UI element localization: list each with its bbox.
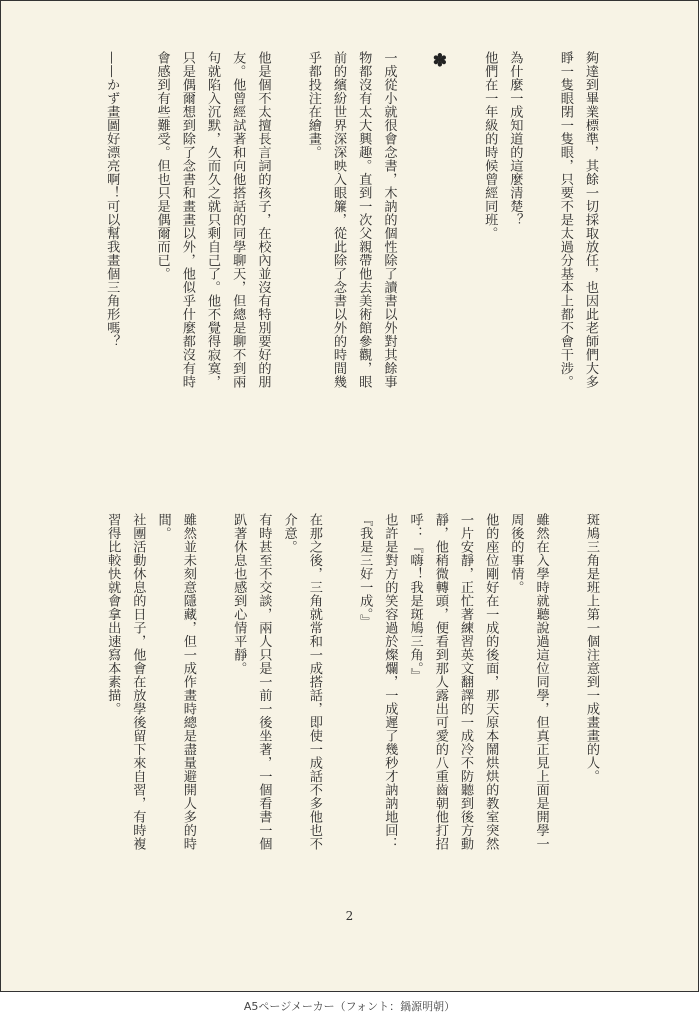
- text-line: 社團活動休息的日子，他會在放學後留下來自習，有時複: [130, 513, 146, 851]
- text-line: 雖然在入學時就聽說過這位同學，但真正見上面是開學一: [533, 513, 549, 851]
- paragraph-gap: [401, 51, 426, 471]
- text-line: 靜，他稍微轉頭，便看到那人露出可愛的八重齒朝他打招: [432, 513, 448, 851]
- paragraph-gap: [275, 51, 300, 471]
- text-line: 『我是三好一成。』: [357, 513, 373, 628]
- text-line: 周後的事情。: [508, 513, 524, 594]
- lower-text-block: [100, 513, 604, 883]
- footer-credit: A5ページメーカー（フォント：鍋源明朝）: [243, 1000, 456, 1013]
- page-number: 2: [345, 909, 354, 923]
- text-line: 介意。: [281, 513, 297, 554]
- text-line: 習得比較快就會拿出速寫本素描。: [105, 513, 121, 716]
- text-line: 前的繽紛世界深深映入眼簾，從此除了念書以外的時間幾: [331, 51, 347, 389]
- text-line: 也許是對方的笑容過於燦爛，一成遲了幾秒才訥訥地回：: [382, 513, 398, 851]
- paragraph-gap: [554, 513, 579, 883]
- text-line: 乎都投注在繪畫。: [305, 51, 321, 159]
- text-line: ——かず畫圖好漂亮啊！可以幫我畫個三角形嗎？: [104, 51, 120, 348]
- text-line: 趴著休息也感到心情平靜。: [231, 513, 247, 675]
- text-line: 雖然並未刻意隱藏，但一成作畫時總是盡量避開人多的時: [180, 513, 196, 851]
- text-line: 友。他曾經試著和向他搭話的同學聊天，但總是聊不到兩: [230, 51, 246, 389]
- text-line: 句就陷入沉默，久而久之就只剩自己了。他不覺得寂寞，: [205, 51, 221, 389]
- paragraph-gap: [527, 51, 552, 471]
- text-line: 呼：『嗨！我是斑鳩三角。』: [407, 513, 423, 682]
- text-line: 只是偶爾想到除了念書和畫畫以外，他似乎什麼都沒有時: [179, 51, 195, 389]
- text-line: 間。: [155, 513, 171, 540]
- paragraph-gap: [124, 51, 149, 471]
- text-line: 有時甚至不交談，兩人只是一前一後坐著，一個看書一個: [256, 513, 272, 851]
- text-line: 他是個不太擅長言詞的孩子，在校內並沒有特別要好的朋: [255, 51, 271, 389]
- text-line: 夠達到畢業標準，其餘一切採取放任，也因此老師們大多: [583, 51, 598, 389]
- text-line: 會感到有些難受。但也只是偶爾而已。: [154, 51, 170, 281]
- upper-text-block: [99, 51, 603, 471]
- text-line: 斑鳩三角是班上第一個注意到一成畫畫的人。: [584, 513, 599, 783]
- text-line: 在那之後，三角就常和一成搭話，即使一成話不多他也不: [306, 513, 322, 851]
- text-line: 一片安靜，正忙著練習英文翻譯的一成冷不防聽到後方動: [458, 513, 473, 851]
- text-line: 一成從小就很會念書，木訥的個性除了讀書以外對其餘事: [381, 51, 397, 389]
- text-line: 睜一隻眼閉一隻眼，只要不是太過分基本上都不會干涉。: [557, 51, 573, 389]
- paragraph-gap: [452, 51, 477, 471]
- paragraph-gap: [201, 513, 226, 883]
- paragraph-gap: [327, 513, 352, 883]
- text-line: 他的座位剛好在一成的後面，那天原本鬧烘烘的教室突然: [483, 513, 499, 851]
- text-line: 物都沒有太大興趣。直到一次父親帶他去美術館參觀，眼: [356, 51, 372, 389]
- section-break-asterisk: ✽: [429, 51, 450, 72]
- text-line: 為什麼一成知道的這麼清楚？: [507, 51, 523, 227]
- text-line: 他們在一年級的時候曾經同班。: [482, 51, 498, 240]
